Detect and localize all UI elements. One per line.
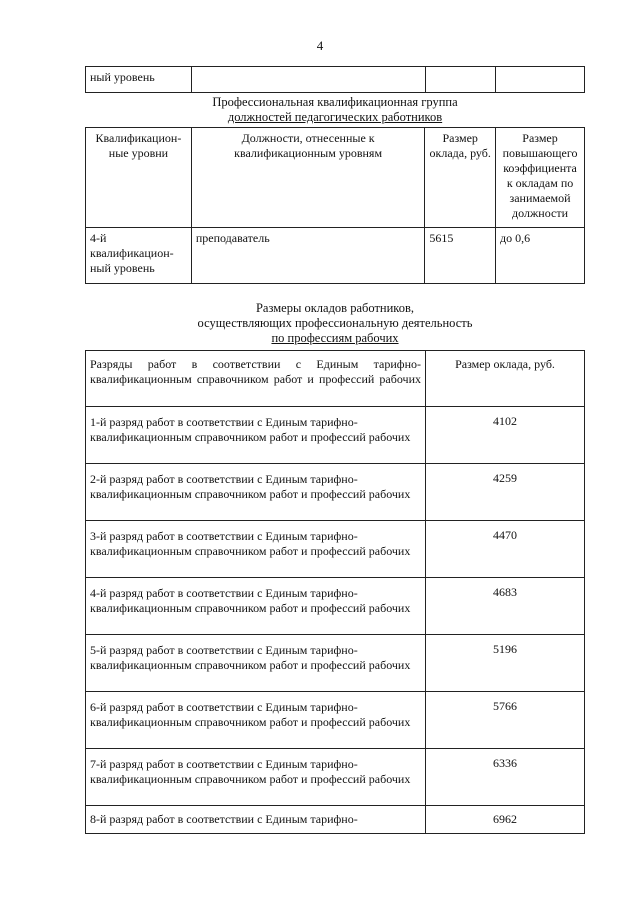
cell-coefficient: до 0,6 (496, 228, 585, 284)
table-row (86, 464, 585, 521)
pedagogical-table (85, 127, 585, 284)
cell-salary: 5615 (425, 228, 496, 284)
section2-caption: Размеры окладов работников, осуществляющих профессиональную деятельность по профессиям рабочих (197, 301, 473, 345)
salary-cell: 5766 (426, 692, 585, 749)
header-salary: Размер оклада, руб. (425, 128, 496, 228)
empty-cell (425, 67, 496, 93)
header-salary-rub: Размер оклада, руб. (426, 351, 585, 407)
section1-caption: Профессиональная квалификационная группа должностей педагогических работников (212, 95, 458, 124)
continuation-cell: ный уровень (86, 67, 192, 93)
empty-cell (496, 67, 585, 93)
table-row (86, 806, 585, 834)
page-number: 4 (316, 38, 324, 53)
salary-cell: 6336 (426, 749, 585, 806)
table-row (86, 749, 585, 806)
grade-cell: 8-й разряд работ в соответствии с Единым тарифно- (86, 806, 426, 834)
header-coefficient: Размер повышающего коэффициента к окладам по занимаемой должности (496, 128, 585, 228)
table-row (86, 578, 585, 635)
grade-cell: 5-й разряд работ в соответствии с Единым тарифно-квалификационным справочником работ и профессий рабочих (86, 635, 426, 692)
grade-cell: 1-й разряд работ в соответствии с Единым тарифно-квалификационным справочником работ и профессий рабочих (86, 407, 426, 464)
header-positions: Должности, отнесенные к квалификационным уровням (191, 128, 424, 228)
grade-cell: 7-й разряд работ в соответствии с Единым тарифно-квалификационным справочником работ и профессий рабочих (86, 749, 426, 806)
grade-cell: 6-й разряд работ в соответствии с Единым тарифно-квалификационным справочником работ и профессий рабочих (86, 692, 426, 749)
table-row (86, 521, 585, 578)
table-row (86, 635, 585, 692)
salary-cell: 4470 (426, 521, 585, 578)
table-row (86, 692, 585, 749)
grade-cell: 4-й разряд работ в соответствии с Единым тарифно-квалификационным справочником работ и профессий рабочих (86, 578, 426, 635)
header-levels: Квалификацион-ные уровни (86, 128, 192, 228)
cell-position: преподаватель (191, 228, 424, 284)
cell-level: 4-й квалификацион-ный уровень (86, 228, 192, 284)
salary-cell: 4683 (426, 578, 585, 635)
salary-cell: 4102 (426, 407, 585, 464)
header-grade: Разряды работ в соответствии с Единым тарифно-квалификационным справочником работ и профессий рабочих (86, 351, 426, 407)
salary-cell: 5196 (426, 635, 585, 692)
salary-cell: 4259 (426, 464, 585, 521)
salary-cell: 6962 (426, 806, 585, 834)
grade-cell: 2-й разряд работ в соответствии с Единым тарифно-квалификационным справочником работ и профессий рабочих (86, 464, 426, 521)
empty-cell (191, 67, 425, 93)
grade-cell: 3-й разряд работ в соответствии с Единым тарифно-квалификационным справочником работ и профессий рабочих (86, 521, 426, 578)
table-row (86, 407, 585, 464)
continuation-table (85, 66, 585, 93)
workers-table (85, 350, 585, 834)
